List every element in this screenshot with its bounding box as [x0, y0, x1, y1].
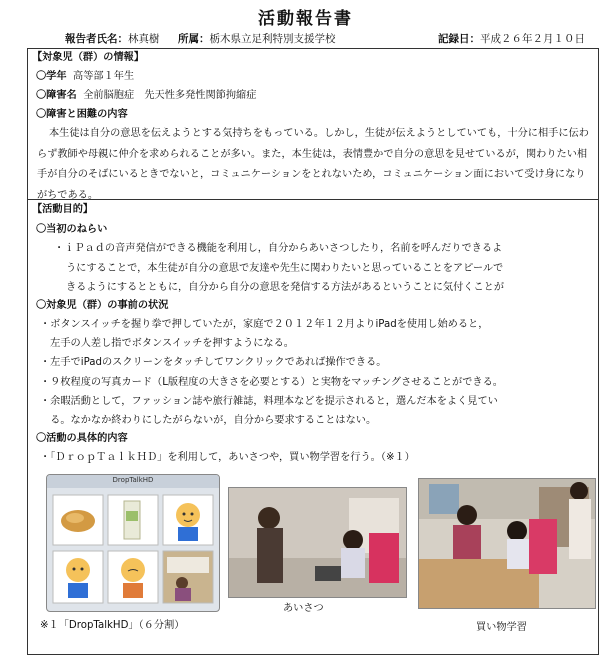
disability-row	[36, 89, 256, 103]
status-line: ・ボタンスイッチを握り拳で押していたが，家庭で２０１２年１２月よりiPadを使用し始めると，	[40, 319, 489, 330]
prior-status-title: 〇対象児（群）の事前の状況	[36, 300, 169, 311]
card-drink	[108, 495, 158, 545]
difficulty-text: 本生徒は自分の意思を伝えようとする気持ちをもっている。しかし，生徒が伝えようとしていても，十分に相手に伝わらず教師や母親に仲介を求められることが多い。また，本生徒は，表情豊かで自分の意思を見せているが，関わりたい相手が自分のそばにいるときでないと，コミュニケーションをとれないため，コミュニケーション面において受け身になりがちである。	[37, 128, 589, 201]
reporter-label: 報告者氏名：	[65, 33, 128, 45]
card-bread	[53, 495, 103, 545]
shopping-photo-art	[419, 479, 595, 608]
symbol-grid	[47, 475, 219, 611]
status-line: ・左手でiPadのスクリーンをタッチしてワンクリックであれば操作できる。	[40, 357, 387, 368]
tablet-screenshot	[46, 474, 220, 612]
aim-line: きるようにするとともに，自分から自分の意思を発信する方法があるということに気付くことが	[66, 282, 505, 293]
tablet-caption: ※１「DropTalkHD」（６分割）	[40, 620, 185, 631]
date-label: 記録日：	[438, 33, 480, 45]
greeting-caption: あいさつ	[283, 603, 324, 614]
card-greeting-boy	[163, 495, 213, 545]
greeting-photo	[228, 487, 407, 598]
status-line: ・余暇活動として，ファッション誌や旅行雑誌，料理本などを提示されると，選んだ本をよく見てい	[40, 396, 498, 407]
card-request	[53, 551, 103, 603]
shopping-caption: 買い物学習	[476, 622, 527, 633]
subject-section-title: 【対象児（群）の情報】	[32, 52, 145, 63]
status-line: る。なかなか終わりにしたがらないが，自分から要求することはない。	[40, 415, 377, 426]
difficulty-title: 〇障害と困難の内容	[36, 109, 128, 120]
disability-label: 〇障害名	[36, 90, 77, 101]
card-bow	[108, 551, 158, 603]
grade-label: 〇学年	[36, 71, 67, 82]
card-classroom-photo	[163, 551, 213, 603]
greeting-photo-art	[229, 488, 406, 597]
document-title: 活動報告書	[258, 9, 353, 29]
activity-title: 〇活動の具体的内容	[36, 433, 128, 444]
aim-line: うにすることで，本生徒が自分の意思で友達や先生に関わりたいと思っていることをアピールで	[66, 263, 504, 274]
status-line: 左手の人差し指でボタンスイッチを押すようになる。	[40, 338, 294, 349]
status-line: ・９枚程度の写真カード（L版程度の大きさを必要とする）と実物をマッチングさせることができる。	[40, 377, 503, 388]
grade-value: 高等部１年生	[73, 71, 135, 82]
date-field	[438, 31, 585, 47]
affiliation-label: 所属：	[178, 33, 210, 45]
affiliation-field	[178, 31, 336, 47]
shopping-photo	[418, 478, 596, 609]
disability-value: 全前脳胞症 先天性多発性関節拘縮症	[83, 90, 257, 101]
grade-row	[36, 70, 134, 84]
purpose-section-title: 【活動目的】	[32, 204, 94, 215]
affiliation-value: 栃木県立足利特別支援学校	[209, 33, 336, 45]
tablet-topbar-title: DropTalkHD	[112, 476, 154, 484]
aim-line: ・ｉＰａｄの音声発信ができる機能を利用し，自分からあいさつしたり，名前を呼んだりできるよ	[54, 243, 503, 254]
reporter-field	[65, 31, 160, 47]
activity-line: ・「ＤｒｏｐＴａｌｋＨＤ」を利用して，あいさつや，買い物学習を行う。（※１）	[40, 452, 415, 463]
date-value: 平成２６年２月１０日	[480, 33, 585, 45]
initial-aim-title: 〇当初のねらい	[36, 224, 108, 235]
reporter-name: 林真樹	[128, 33, 160, 45]
